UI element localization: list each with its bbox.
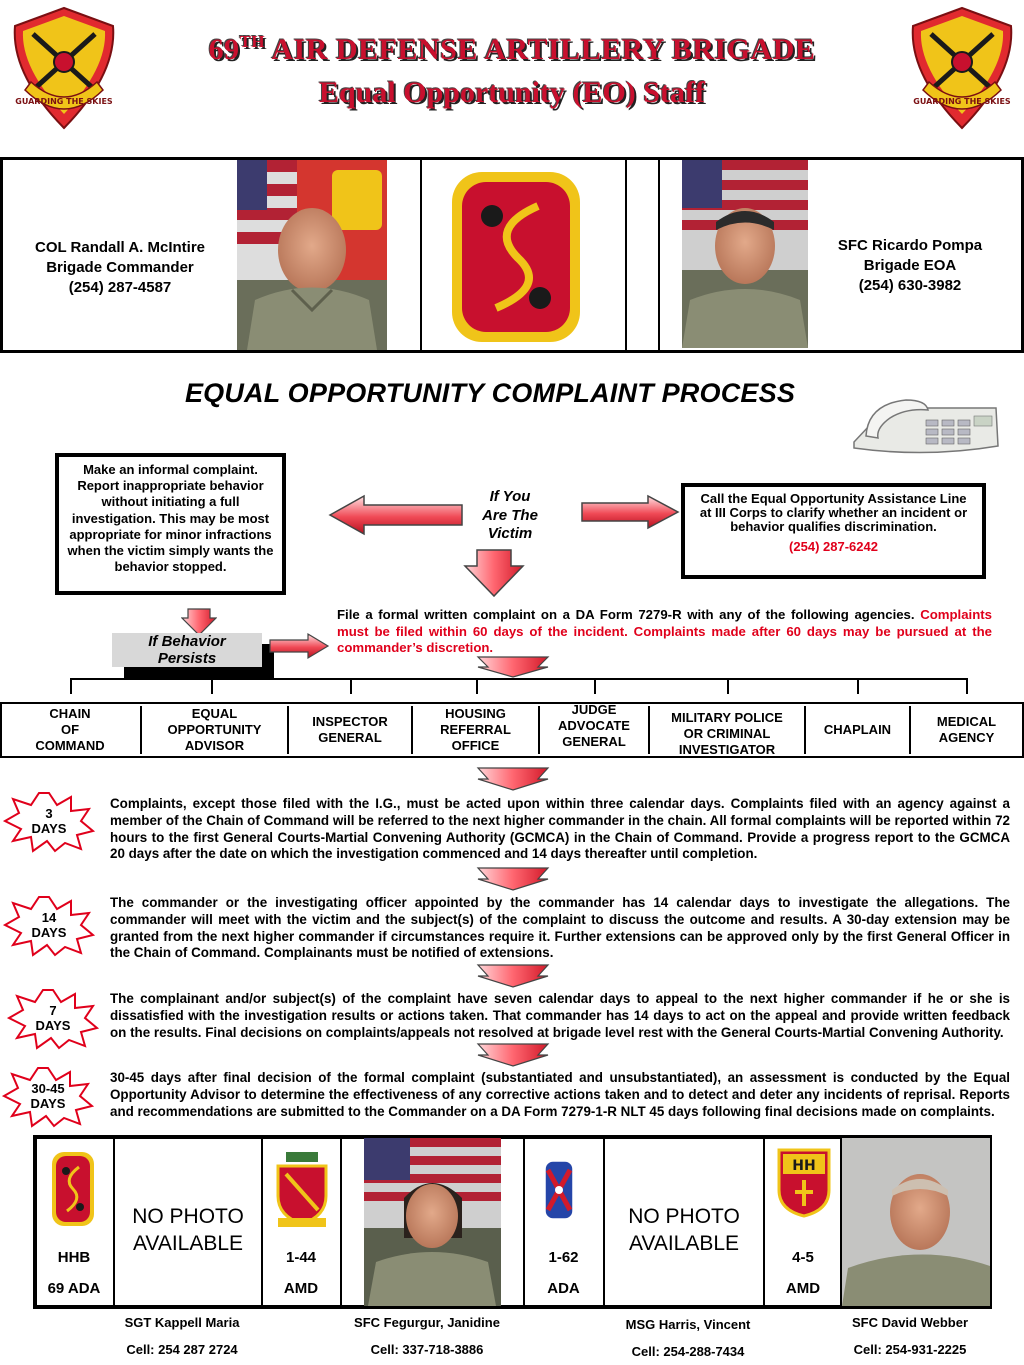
arrow-right-small-icon (268, 632, 330, 660)
no-photo-placeholder-1: NO PHOTO AVAILABLE (132, 1205, 244, 1255)
rep-hhb-cell: Cell: 254 287 2724 (126, 1342, 238, 1357)
svg-text:GUARDING THE SKIES: GUARDING THE SKIES (15, 97, 113, 106)
step-14-days-text: The commander or the investigating officer appointed by the commander has 14 calendar days to investigate the allegations. The commander will meet with the victim and the subject(s) of the complaint to discuss the outcome and results. A 30-day extension may be granted from the next higher commander if circumstances require it. Further extensions can be approved only by the first General Officer in the Chain of Command. Complainants must be notified of extensions. (110, 895, 1010, 961)
agency-chain-of-command: CHAIN OF COMMAND (35, 706, 105, 753)
agency-equal-opportunity-advisor: EQUAL OPPORTUNITY ADVISOR (167, 706, 262, 753)
agency-judge-advocate-general: JUDGE ADVOCATE GENERAL (558, 702, 630, 749)
svg-text:GUARDING THE SKIES: GUARDING THE SKIES (913, 97, 1011, 106)
telephone-icon (846, 396, 1006, 458)
step-30-45-days-text: 30-45 days after final decision of the formal complaint (substantiated and unsubstantiated), an assessment is conducted by the Equal Opportunity Advisor to determine the effectiveness of any corrective actions taken and to detect and deter any incidents of reprisal. Reports and recommendations are submitted to the Commander on a DA Form 7279-1-R NLT 45 days following final decisions made on complaints. (110, 1070, 1010, 1119)
unit-1-44-line2: AMD (283, 1280, 319, 1297)
eoa-photo (682, 160, 808, 348)
eoa-info: SFC Ricardo Pompa Brigade EOA (254) 630-3982 (837, 237, 983, 294)
unit-1-62-line1: 1-62 (548, 1249, 579, 1266)
brigade-patch (448, 168, 584, 346)
arrow-left-icon (328, 494, 464, 536)
arrow-down-step-2-icon (476, 866, 550, 892)
commander-info: COL Randall A. McIntire Brigade Commander (254) 287-4587 (34, 239, 206, 296)
unit-4-5-line2: AMD (785, 1280, 821, 1297)
unit-1-62-line2: ADA (547, 1280, 580, 1297)
agency-inspector-general: INSPECTOR GENERAL (312, 714, 388, 745)
page-title: 69TH AIR DEFENSE ARTILLERY BRIGADE (208, 32, 816, 66)
arrow-down-step-3-icon (476, 963, 550, 989)
assistance-line-phone: (254) 287-6242 (789, 539, 878, 554)
formal-complaint-text: File a formal written complaint on a DA Form 7279-R with any of the following agencies. Complaints must be filed within 60 days of the incident. Complaints made after 60 days may be pursued at the commander’s discretion. (337, 607, 992, 655)
arrow-down-small-icon (181, 608, 217, 636)
behavior-persists-label: If Behavior Persists (112, 633, 262, 667)
step-30-45-days-badge: 30-45 DAYS (30, 1081, 66, 1111)
hhb-patch-icon (51, 1151, 95, 1227)
unit-hhb-line1: HHB (57, 1249, 91, 1266)
4-5-crest-icon (777, 1148, 831, 1218)
arrow-down-step-4-icon (476, 1042, 550, 1068)
no-photo-placeholder-2: NO PHOTO AVAILABLE (628, 1205, 740, 1255)
informal-complaint-box: Make an informal complaint. Report inappropriate behavior without initiating a full investigation. This may be most appropriate for minor infractions when the victim simply wants the behavior stopped. (55, 453, 286, 595)
unit-hhb-line2: 69 ADA (47, 1280, 101, 1297)
rep-hhb-name: SGT Kappell Maria (124, 1315, 240, 1330)
arrow-down-wide-icon (476, 655, 550, 679)
step-3-days-badge: 3 DAYS (31, 806, 67, 836)
brigade-crest-right (903, 4, 1021, 132)
rep-4-5-cell: Cell: 254-931-2225 (853, 1342, 967, 1357)
1-62-patch-icon (544, 1160, 574, 1220)
1-44-crest-icon (272, 1150, 332, 1230)
eo-assistance-line-box: Call the Equal Opportunity Assistance Line at III Corps to clarify whether an incident or behavior qualifies discrimination. (254) 287-6242 (681, 483, 986, 579)
step-7-days-text: The complainant and/or subject(s) of the complaint have seven calendar days to appeal to the next higher commander if he or she is dissatisfied with the investigation results or actions taken. That commander has 14 days to act on the appeal and provide written feedback on the results. Final decisions on complaints/appeals not resolved at brigade level rest with the General Courts-Martial Convening Authority. (110, 991, 1010, 1040)
rep-1-44-name: SFC Fegurgur, Janidine (354, 1315, 500, 1330)
agency-chaplain: CHAPLAIN (823, 722, 892, 737)
brigade-crest-left (5, 4, 123, 132)
agency-medical: MEDICAL AGENCY (936, 714, 997, 745)
victim-label: If You Are The Victim (482, 488, 538, 542)
process-heading: EQUAL OPPORTUNITY COMPLAINT PROCESS (184, 378, 796, 408)
agency-housing-referral-office: HOUSING REFERRAL OFFICE (440, 706, 511, 753)
step-14-days-badge: 14 DAYS (31, 910, 67, 940)
1-44-rep-photo (364, 1138, 501, 1306)
rep-1-62-cell: Cell: 254-288-7434 (631, 1344, 745, 1359)
step-3-days-text: Complaints, except those filed with the I.G., must be acted upon within three calendar days. Complaints filed with an agency against a member of the Chain of Command will be referred to the next higher commander in the chain. All formal complaints will be reported within 72 hours to the first General Courts-Martial Convening Authority (GCMCA) in the Chain of Command. Provide a progress report to the GCMCA 20 days after the date on which the investigation commenced and 14 days thereafter until completion. (110, 796, 1010, 862)
arrow-down-step-1-icon (476, 766, 550, 792)
4-5-rep-photo (842, 1138, 990, 1306)
unit-1-44-line1: 1-44 (285, 1249, 317, 1266)
arrow-down-icon (463, 548, 525, 598)
page-subtitle: Equal Opportunity (EO) Staff (319, 76, 705, 109)
rep-1-44-cell: Cell: 337-718-3886 (370, 1342, 484, 1357)
svg-text:HH: HH (792, 1158, 816, 1174)
step-7-days-badge: 7 DAYS (35, 1003, 71, 1033)
commander-photo (237, 160, 387, 350)
agency-military-police: MILITARY POLICE OR CRIMINAL INVESTIGATOR (671, 710, 783, 757)
unit-4-5-line1: 4-5 (792, 1249, 814, 1266)
rep-1-62-name: MSG Harris, Vincent (625, 1317, 751, 1332)
arrow-right-icon (580, 494, 680, 530)
rep-4-5-name: SFC David Webber (851, 1315, 969, 1330)
